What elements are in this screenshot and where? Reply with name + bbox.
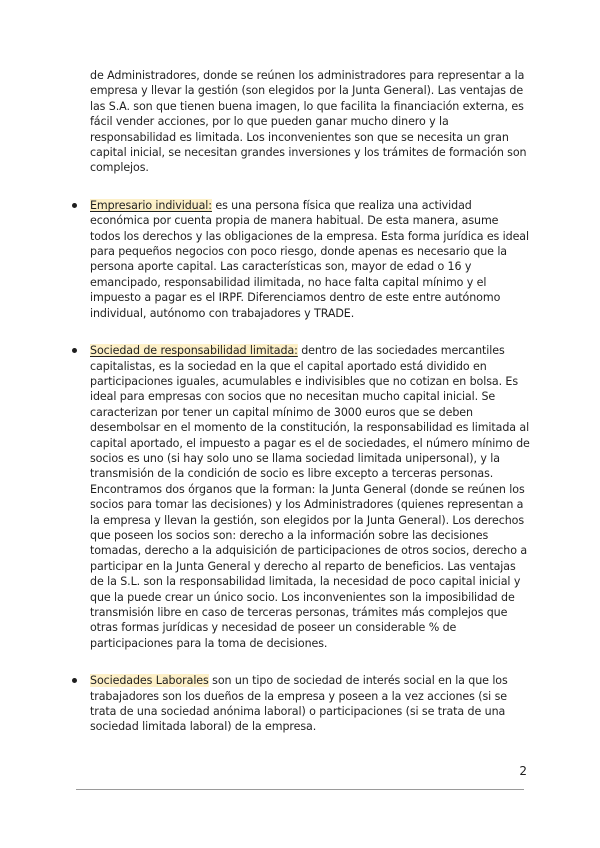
footer-divider [76,789,524,790]
bullet-text: dentro de las sociedades mercantiles capitalistas, es la sociedad en la que el capital aportado está dividido en participaciones iguales, acumulables e indivisibles que no cotizan en bolsa. Es ideal para empresas con socios que no necesitan mucho capital inicial. Se caracterizan por tener un capital mínimo de 3000 euros que se deben desembolsar en el momento de la constitución, la responsabilidad es limitada al capital aportado, el impuesto a pagar es el de sociedades, el número mínimo de socios es uno (si hay solo uno se llama sociedad limitada unipersonal), y la transmisión de la condición de socio es libre excepto a terceras personas. [90,344,530,481]
term-highlight: Empresario individual: [90,198,212,212]
bullet-sociedad-responsabilidad-limitada [90,343,530,651]
bullet-dot-icon [72,678,77,683]
bullet-text: es una persona física que realiza una actividad económica por cuenta propia de manera habitual. De esta manera, asume todos los derechos y las obligaciones de la empresa. Esta forma jurídica es ideal para pequeños negocios con poco riesgo, donde apenas es necesario que la persona aporte capital. Las características son, mayor de edad o 16 y emancipado, responsabilidad ilimitada, no hace falta capital mínimo y el impuesto a pagar es el IRPF. Diferenciamos dentro de este entre autónomo individual, autónomo con trabajadores y TRADE. [90,198,529,320]
bullet-continuation: Encontramos dos órganos que la forman: la Junta General (donde se reúnen los socios para tomar las decisiones) y los Administradores (quienes representan a la empresa y llevan la gestión, son elegidos por la Junta General). Los derechos que poseen los socios son: derecho a la información sobre las decisiones tomadas, derecho a la adquisición de participaciones de otros socios, derecho a participar en la Junta General y derecho al reparto de beneficios. Las ventajas de la S.L. son la responsabilidad limitada, la necesidad de poco capital inicial y que la puede crear un único socio. Los inconvenientes son la imposibilidad de transmisión libre en caso de terceras personas, trámites más complejos que otras formas jurídicas y necesidad de poseer un considerable % de participaciones para la toma de decisiones. [90,482,528,650]
bullet-dot-icon [72,348,77,353]
bullet-empresario-individual [90,198,530,321]
bullet-text: son un tipo de sociedad de interés social en la que los trabajadores son los dueños de la empresa y poseen a la vez acciones (si se trata de una sociedad anónima laboral) o participaciones (si se trata de una sociedad limitada laboral) de la empresa. [90,674,508,734]
term-highlight: Sociedades Laborales [90,674,209,688]
intro-paragraph: de Administradores, donde se reúnen los administradores para representar a la empresa y llevar la gestión (son elegidos por la Junta General). Las ventajas de las S.A. son que tienen buena imagen, lo que facilita la financiación externa, es fácil vender acciones, por lo que pueden ganar mucho dinero y la responsabilidad es limitada. Los inconvenientes son que se necesita un gran capital inicial, se necesitan grandes inversiones y los trámites de formación son complejos. [90,69,527,175]
term-highlight: Sociedad de responsabilidad limitada: [90,344,298,358]
page-number: 2 [519,764,527,778]
bullet-dot-icon [72,203,77,208]
page-content [90,68,530,735]
bullet-sociedades-laborales [90,673,530,735]
